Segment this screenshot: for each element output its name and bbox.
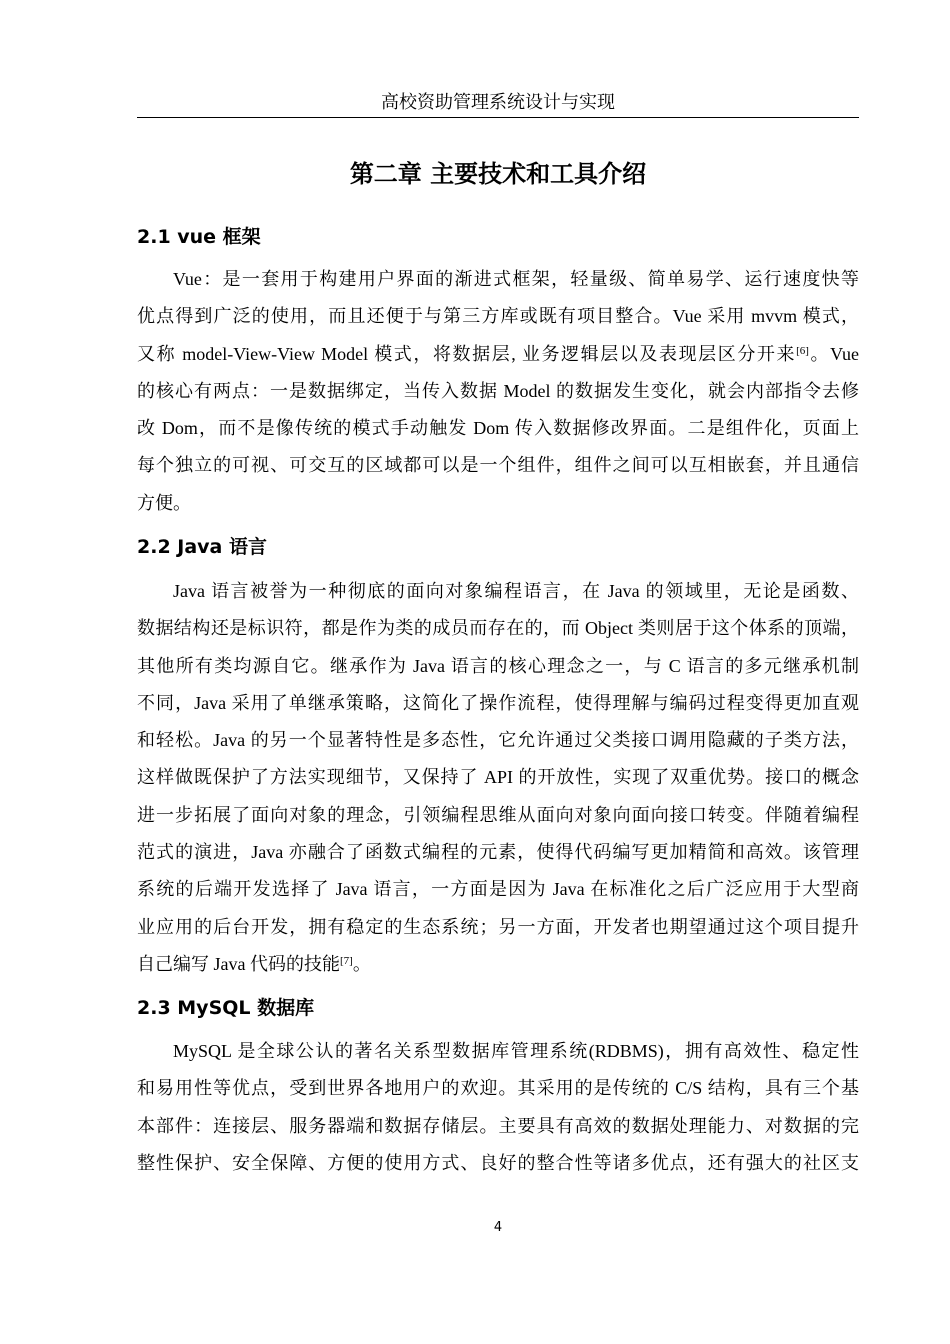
line-text: 这样做既保护了方法实现细节，又保持了 API 的开放性，实现了双重优势。接口的概念 — [137, 767, 859, 788]
line-text: 又称 model-View-View Model 模式，将数据层, 业务逻辑层以及表现层区分开来 — [137, 343, 797, 364]
section-heading-2-3: 2.3 MySQL 数据库 — [137, 997, 315, 1019]
text-line — [137, 373, 859, 410]
text-line — [137, 298, 859, 335]
line-text: Vue：是一套用于构建用户界面的渐进式框架，轻量级、简单易学、运行速度快等 — [173, 269, 859, 289]
text-line — [137, 336, 859, 373]
text-line — [137, 1070, 859, 1107]
line-text: 业应用的后台开发，拥有稳定的生态系统；另一方面，开发者也期望通过这个项目提升 — [137, 916, 859, 937]
text-line — [137, 573, 859, 610]
line-text: 系统的后端开发选择了 Java 语言，一方面是因为 Java 在标准化之后广泛应用于大型商 — [137, 879, 859, 900]
line-text: 的核心有两点：一是数据绑定，当传入数据 Model 的数据发生变化，就会内部指令去修 — [137, 380, 859, 401]
section-2-2-paragraph — [137, 573, 859, 983]
line-text: 本部件：连接层、服务器端和数据存储层。主要具有高效的数据处理能力、对数据的完 — [137, 1115, 859, 1136]
line-text: 数据结构还是标识符，都是作为类的成员而存在的，而 Object 类则居于这个体系的顶端， — [137, 618, 859, 639]
line-text-after: 。 — [352, 953, 371, 974]
text-line — [137, 1108, 859, 1145]
text-line — [137, 447, 859, 484]
text-line — [137, 909, 859, 946]
line-text: Java 语言被誉为一种彻底的面向对象编程语言，在 Java 的领域里，无论是函数、 — [173, 581, 859, 601]
text-line — [137, 871, 859, 908]
chapter-title: 第二章 主要技术和工具介绍 — [349, 160, 647, 188]
text-line — [137, 722, 859, 759]
text-line — [137, 759, 859, 796]
text-line — [137, 261, 859, 298]
text-line — [137, 485, 859, 522]
text-line — [137, 685, 859, 722]
line-text: 其他所有类均源自它。继承作为 Java 语言的核心理念之一，与 C 语言的多元继承机制 — [137, 655, 859, 676]
section-2-3-paragraph — [137, 1033, 859, 1182]
line-text: 进一步拓展了面向对象的理念，引领编程思维从面向对象向面向接口转变。伴随着编程 — [137, 804, 859, 825]
text-line — [137, 1145, 859, 1182]
text-line — [137, 1033, 859, 1070]
line-text: 优点得到广泛的使用，而且还便于与第三方库或既有项目整合。Vue 采用 mvvm 模式， — [137, 306, 859, 327]
text-line — [137, 648, 859, 685]
line-text: 整性保护、安全保障、方便的使用方式、良好的整合性等诸多优点，还有强大的社区支 — [137, 1152, 859, 1173]
text-line — [137, 834, 859, 871]
line-text: 每个独立的可视、可交互的区域都可以是一个组件，组件之间可以互相嵌套，并且通信 — [137, 455, 859, 476]
line-text: 改 Dom，而不是像传统的模式手动触发 Dom 传入数据修改界面。二是组件化，页面上 — [137, 418, 859, 439]
line-text: MySQL 是全球公认的著名关系型数据库管理系统(RDBMS)，拥有高效性、稳定性 — [173, 1041, 859, 1061]
line-text: 不同，Java 采用了单继承策略，这简化了操作流程，使得理解与编码过程变得更加直观 — [137, 692, 859, 713]
line-text-after: 。Vue — [808, 343, 859, 364]
text-line — [137, 946, 859, 983]
line-text: 范式的演进，Java 亦融合了函数式编程的元素，使得代码编写更加精简和高效。该管理 — [137, 842, 859, 863]
text-line — [137, 410, 859, 447]
line-text: 和易用性等优点，受到世界各地用户的欢迎。其采用的是传统的 C/S 结构，具有三个基 — [137, 1078, 859, 1099]
section-heading-2-1: 2.1 vue 框架 — [137, 226, 261, 248]
citation-superscript: [6] — [796, 344, 809, 357]
section-2-1-paragraph — [137, 261, 859, 522]
text-line — [137, 797, 859, 834]
header-rule — [137, 117, 859, 118]
line-text: 方便。 — [137, 492, 191, 513]
line-text: 和轻松。Java 的另一个显著特性是多态性，它允许通过父类接口调用隐藏的子类方法， — [137, 730, 859, 751]
text-line — [137, 610, 859, 647]
section-heading-2-2: 2.2 Java 语言 — [137, 536, 267, 558]
line-text: 自己编写 Java 代码的技能 — [137, 953, 340, 974]
running-header: 高校资助管理系统设计与实现 — [381, 92, 615, 112]
page-number: 4 — [493, 1220, 503, 1235]
citation-superscript: [7] — [339, 954, 353, 967]
